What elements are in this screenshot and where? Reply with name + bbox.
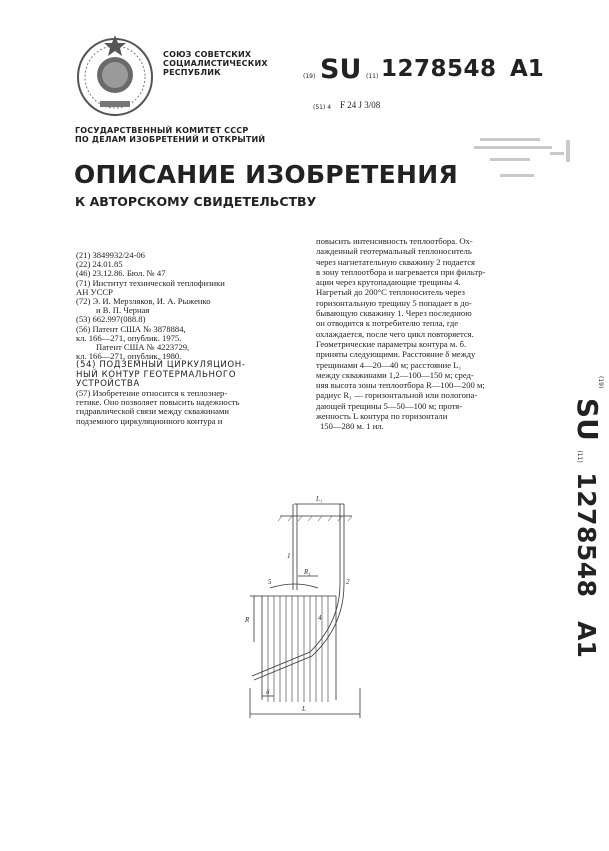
label-l: L (302, 705, 306, 713)
code-19: (19) (303, 73, 316, 80)
biblio-line: (71) Институт технической теплофизики (76, 277, 225, 288)
abstract-line: через нагнетательную скважину 2 подается (316, 256, 475, 267)
committee-line: ГОСУДАРСТВЕННЫЙ КОМИТЕТ СССР (75, 126, 249, 135)
patent-kind: A1 (510, 56, 544, 82)
abstract-line: лажденный геотермальный теплоноситель (316, 246, 472, 257)
bibliographic-data (76, 251, 298, 426)
abstract-line: трещинами 4—20—40 м; расстояние L₁ (316, 359, 462, 370)
biblio-line: (46) 23.12.86. Бюл. № 47 (76, 268, 166, 279)
biblio-line: и В. П. Черная (96, 305, 150, 316)
biblio-line: кл. 166—271, опублик. 1980. (76, 351, 182, 362)
abstract-line: Нагретый до 200°С теплоноситель через (316, 287, 465, 298)
abstract-line: он отводится к потребителю тепла, где (316, 318, 459, 329)
abstract-line: гидравлической связи между скважинами (76, 406, 229, 417)
label-1: 1 (287, 552, 291, 560)
invention-title-line: НЫЙ КОНТУР ГЕОТЕРМАЛЬНОГО (76, 369, 237, 380)
library-stamp (470, 130, 580, 200)
org-line: РЕСПУБЛИК (163, 68, 221, 77)
side-label (571, 376, 609, 658)
biblio-line: (72) Э. И. Мерзляков, И. А. Рыженко (76, 296, 211, 307)
side-code-11: (11) (576, 450, 583, 463)
label-l1: L₁ (316, 495, 323, 503)
abstract-line: приняты следующими. Расстояние δ между (316, 349, 476, 360)
ipc-code: (51) 4 (313, 104, 332, 111)
abstract-line: радиус R₁ — горизонтальной или пологопа- (316, 390, 478, 401)
abstract-line: няя высота зоны теплоотбора R—100—200 м; (316, 380, 485, 391)
abstract-line: подземного циркуляционного контура и (76, 415, 223, 426)
biblio-line: (22) 24.01.85 (76, 259, 123, 270)
committee-line: ПО ДЕЛАМ ИЗОБРЕТЕНИЙ И ОТКРЫТИЙ (75, 135, 266, 144)
country-code: SU (320, 54, 362, 85)
abstract-line: ации через крутопадающие трещины 4. (316, 277, 461, 288)
side-code-19: (19) (597, 376, 604, 389)
abstract-line: бывающую скважину 1. Через последнюю (316, 308, 472, 319)
biblio-line: (53) 662.997(088.8) (76, 314, 146, 325)
abstract-line: гетике. Оно позволяет повысить надежность (76, 397, 240, 408)
biblio-line: (56) Патент США № 3878884, (76, 323, 186, 334)
biblio-line: (21) 3849932/24-06 (76, 250, 145, 260)
committee (75, 126, 265, 144)
horizontal-fracture (270, 584, 318, 588)
label-4: 4 (318, 614, 322, 622)
org-line: СОЮЗ СОВЕТСКИХ (163, 50, 252, 59)
abstract-line: охлаждается, после чего цикл повторяется. (316, 328, 474, 339)
invention-title-line: УСТРОЙСТВА (76, 378, 140, 389)
label-r1: R₁ (304, 568, 311, 576)
side-country: SU (571, 397, 604, 441)
abstract-line: (57) Изобретение относится к теплоэнер- (76, 388, 228, 399)
label-delta: δ (266, 688, 270, 696)
patent-number: 1278548 (381, 56, 497, 82)
document-title: ОПИСАНИЕ ИЗОБРЕТЕНИЯ (74, 160, 459, 189)
ussr-emblem (72, 27, 158, 119)
label-2: 2 (346, 578, 350, 586)
abstract-line: 150—280 м. 1 ил. (320, 421, 384, 432)
side-number: 1278548 (572, 472, 601, 598)
abstract-line: в зону теплоотбора и нагревается при фильтр- (316, 266, 486, 277)
abstract-line: горизонтальную трещину 5 попадает в до- (316, 297, 472, 308)
biblio-line: Патент США № 4223729, (96, 342, 190, 353)
ipc-class: F 24 J 3/08 (340, 100, 381, 110)
abstract-line: Геометрические параметры контура м. б. (316, 338, 467, 349)
label-5: 5 (268, 578, 272, 586)
org-line: СОЦИАЛИСТИЧЕСКИХ (163, 59, 268, 68)
biblio-line: АН УССР (76, 286, 113, 297)
org-name (163, 50, 268, 77)
document-subtitle: К АВТОРСКОМУ СВИДЕТЕЛЬСТВУ (75, 194, 317, 209)
abstract-line: между скважинами 1,2—100—150 м; сред- (316, 369, 474, 380)
abstract-continuation (316, 236, 554, 432)
abstract-line: повысить интенсивность теплоотбора. Ох- (316, 236, 473, 246)
side-kind: A1 (572, 621, 601, 658)
biblio-line: кл. 166—271, опублик. 1975. (76, 332, 182, 343)
patent-figure (240, 492, 380, 732)
code-11: (11) (366, 73, 379, 80)
injection-well (252, 504, 340, 676)
label-r: R (245, 616, 250, 624)
invention-title-line: (54) ПОДЗЕМНЫЙ ЦИРКУЛЯЦИОН- (76, 360, 246, 371)
abstract-line: женность L контура по горизонтали (316, 411, 448, 422)
abstract-line: дающей трещины 5—50—100 м; протя- (316, 400, 463, 411)
